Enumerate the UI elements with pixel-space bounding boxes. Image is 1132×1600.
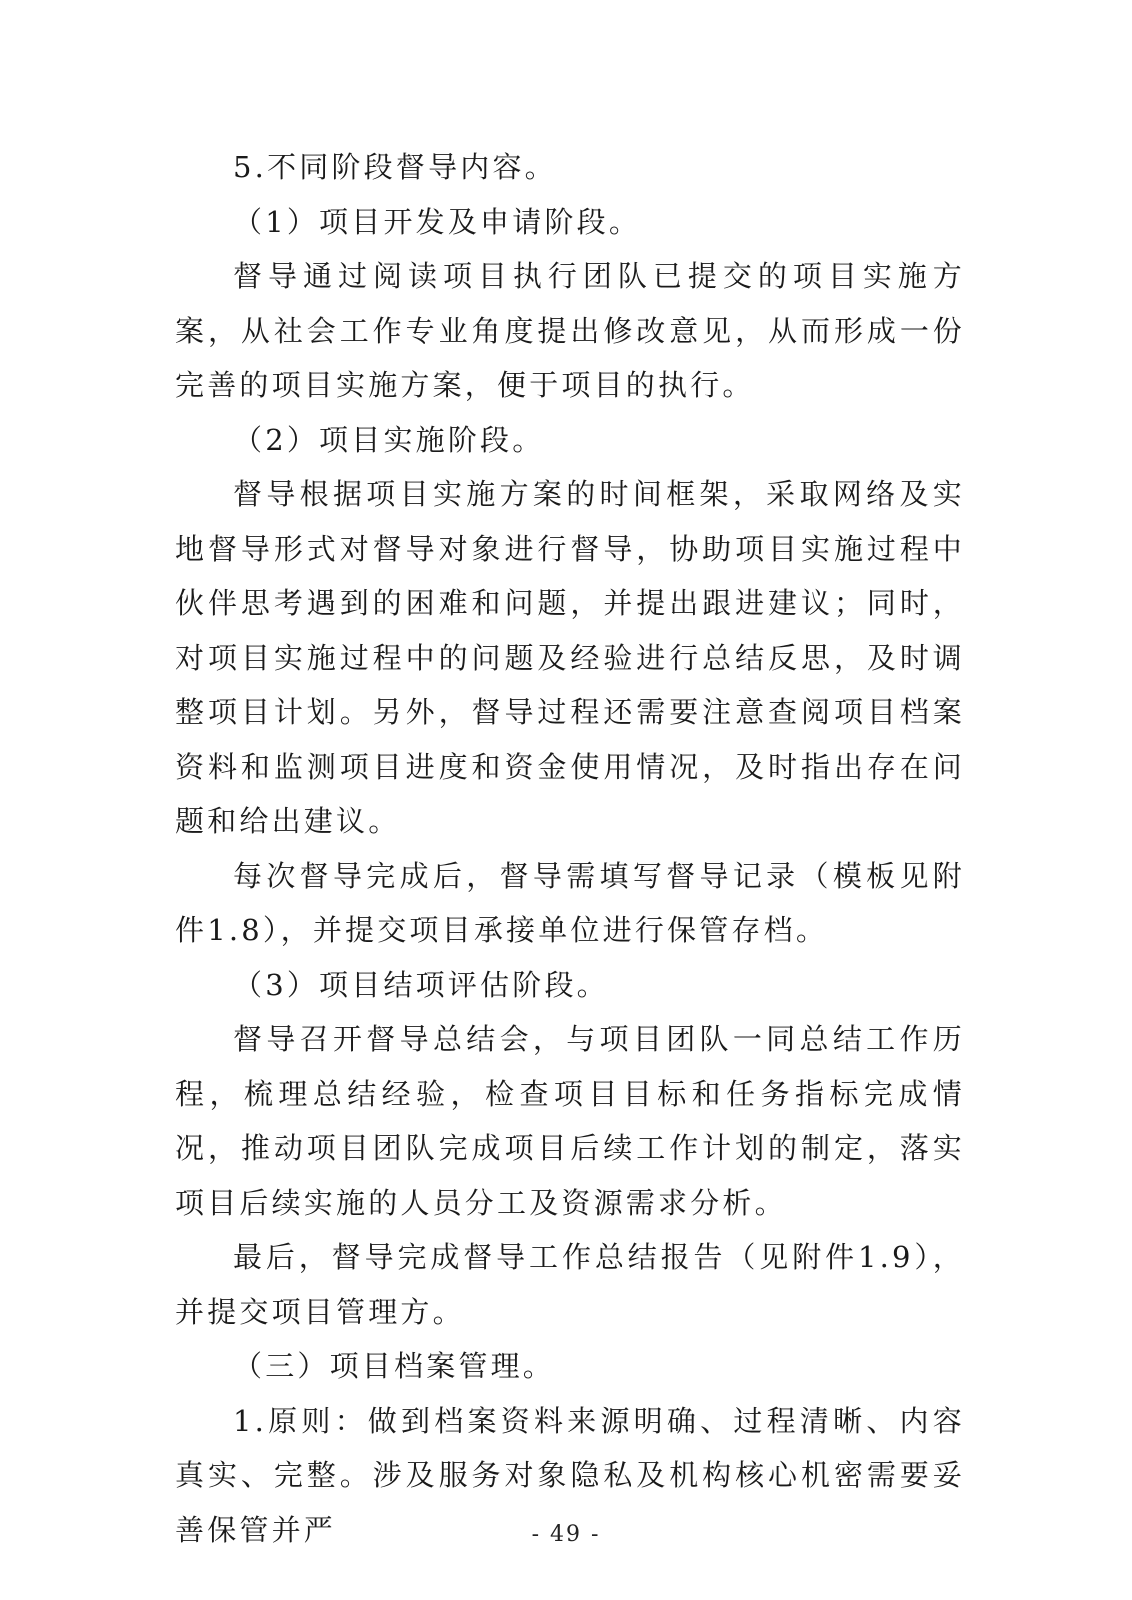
subheading-closing-stage: （3）项目结项评估阶段。 xyxy=(233,967,609,1002)
paragraph-archive-principle: 1.原则：做到档案资料来源明确、过程清晰、内容真实、完整。涉及服务对象隐私及机构核心机密需要妥善保管并严 xyxy=(175,1403,965,1547)
paragraph-implementation-stage: 督导根据项目实施方案的时间框架，采取网络及实地督导形式对督导对象进行督导，协助项目实施过程中伙伴思考遇到的困难和问题，并提出跟进建议；同时，对项目实施过程中的问题及经验进行总结反思，及时调整项目计划。另外，督导过程还需要注意查阅项目档案资料和监测项目进度和资金使用情况，及时指出存在问题和给出建议。 xyxy=(175,477,965,838)
paragraph-development-stage: 督导通过阅读项目执行团队已提交的项目实施方案，从社会工作专业角度提出修改意见，从而形成一份完善的项目实施方案，便于项目的执行。 xyxy=(175,259,965,402)
paragraph-closing-stage: 督导召开督导总结会，与项目团队一同总结工作历程，梳理总结经验，检查项目目标和任务指标完成情况，推动项目团队完成项目后续工作计划的制定，落实项目后续实施的人员分工及资源需求分析。 xyxy=(175,1022,965,1220)
page-number: - 49 - xyxy=(531,1522,601,1547)
section-heading-archive-management: （三）项目档案管理。 xyxy=(233,1349,556,1383)
subheading-development-stage: （1）项目开发及申请阶段。 xyxy=(233,204,642,239)
subheading-implementation-stage: （2）项目实施阶段。 xyxy=(233,422,545,457)
page-body xyxy=(175,140,965,1557)
paragraph-final-report: 最后，督导完成督导工作总结报告（见附件1.9），并提交项目管理方。 xyxy=(175,1240,965,1329)
paragraph-supervision-record: 每次督导完成后，督导需填写督导记录（模板见附件1.8），并提交项目承接单位进行保管存档。 xyxy=(175,858,965,947)
section-heading-stage-content: 5.不同阶段督导内容。 xyxy=(233,150,557,184)
